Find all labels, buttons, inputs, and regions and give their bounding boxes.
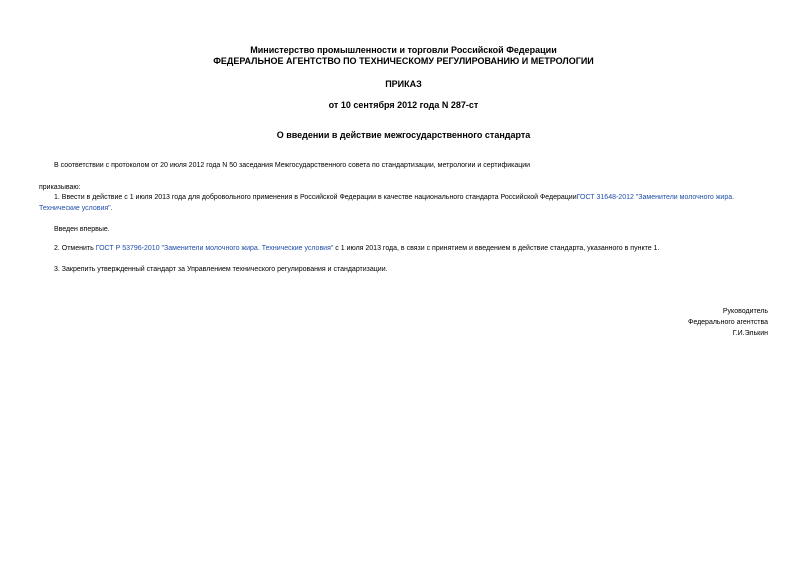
order-word: приказываю: (39, 184, 81, 191)
item-1-text: 1. Ввести в действие с 1 июля 2013 года для добровольного применения в Российской Федерации в качестве национального стандарта Российской Федерации (54, 194, 577, 201)
doc-date: от 10 сентября 2012 года N 287-ст (328, 100, 479, 110)
gost-31648-link-part2[interactable]: Технические условия" (39, 205, 111, 212)
item-3: 3. Закрепить утвержденный стандарт за Управлением технического регулирования и стандартизации. (54, 266, 388, 273)
item-2 (54, 245, 659, 252)
signature-position-1: Руководитель (722, 308, 768, 315)
doc-type-heading: ПРИКАЗ (385, 79, 422, 89)
signature-name: Г.И.Элькин (732, 330, 768, 337)
gost-r-53796-link[interactable]: ГОСТ Р 53796-2010 "Заменители молочного жира. Технические условия" (95, 245, 334, 252)
doc-title: О введении в действие межгосударственного стандарта (276, 130, 531, 140)
signature-position-2: Федерального агентства (688, 319, 768, 326)
agency-heading: ФЕДЕРАЛЬНОЕ АГЕНТСТВО ПО ТЕХНИЧЕСКОМУ РЕГУЛИРОВАНИЮ И МЕТРОЛОГИИ (213, 56, 594, 66)
item-2-suffix: с 1 июля 2013 года, в связи с принятием и введением в действие стандарта, указанного в пункте 1. (333, 245, 660, 252)
preamble-text: В соответствии с протоколом от 20 июля 2012 года N 50 заседания Межгосударственного совета по стандартизации, метрологии и сертификации (54, 162, 531, 169)
item-1 (54, 194, 734, 201)
item-1-note: Введен впервые. (54, 226, 110, 233)
item-1-period: . (110, 205, 113, 212)
item-2-prefix: 2. Отменить (54, 245, 96, 252)
item-1-continuation (39, 205, 113, 212)
gost-31648-link-part1[interactable]: ГОСТ 31648-2012 "Заменители молочного жира. (576, 194, 735, 201)
ministry-heading: Министерство промышленности и торговли Российской Федерации (250, 45, 557, 55)
